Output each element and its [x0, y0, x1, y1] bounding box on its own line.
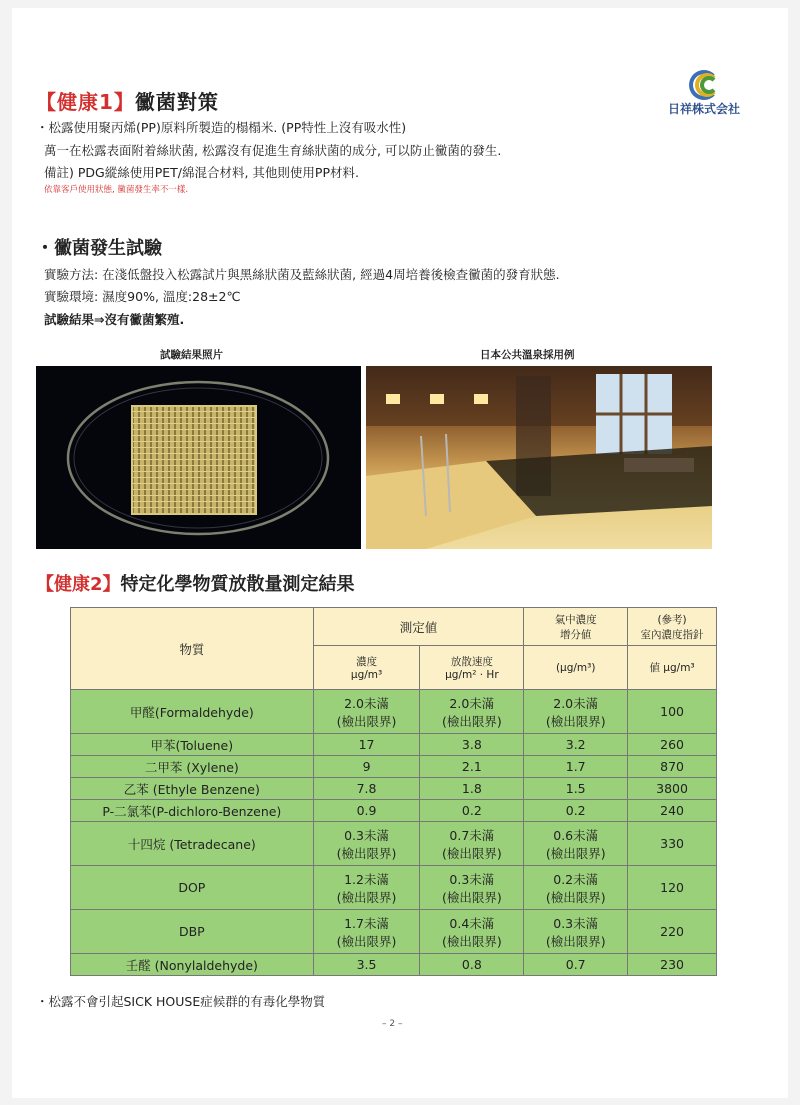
table-row: [71, 800, 717, 822]
substance-name: 十四烷 (Tetradecane): [71, 822, 314, 866]
table-row: [71, 954, 717, 976]
reference-value: 230: [628, 954, 717, 976]
test-result: 試驗結果⇒沒有黴菌繁殖.: [44, 312, 185, 327]
section1-heading: 黴菌對策: [134, 90, 219, 114]
cell-air: [524, 734, 628, 756]
photo-caption-right: 日本公共溫泉採用例: [480, 349, 575, 361]
header-emission-rate: 放散速度 μg/m² · Hr: [420, 646, 524, 690]
cell-rate-line: (檢出限界): [441, 933, 502, 949]
cell-conc: [313, 822, 420, 866]
cell-conc-line: 1.2未滿: [344, 871, 389, 887]
cell-rate-line: 0.8: [461, 957, 482, 972]
substance-name: 甲苯(Toluene): [71, 734, 314, 756]
cell-conc-line: (檢出限界): [336, 845, 397, 861]
reference-value: 330: [628, 822, 717, 866]
cell-conc: [313, 910, 420, 954]
substance-name: DBP: [71, 910, 314, 954]
reference-value: 120: [628, 866, 717, 910]
cell-air-line: 1.5: [565, 781, 586, 796]
cell-air-line: 3.2: [565, 737, 586, 752]
footer-note: ・松露不會引起SICK HOUSE症候群的有毒化學物質: [36, 994, 326, 1009]
section1-title: [36, 86, 219, 115]
cell-rate-line: 0.2: [461, 803, 482, 818]
chemical-emission-table: [70, 607, 717, 976]
cell-conc-line: 2.0未滿: [344, 695, 389, 711]
cell-conc-line: 0.3未滿: [344, 827, 389, 843]
cell-conc-line: (檢出限界): [336, 713, 397, 729]
substance-name: 壬醛 (Nonylaldehyde): [71, 954, 314, 976]
cell-rate: [420, 734, 524, 756]
substance-name: DOP: [71, 866, 314, 910]
test-environment: 實驗環境: 濕度90%, 溫度:28±2℃: [44, 289, 241, 304]
reference-value: 240: [628, 800, 717, 822]
cell-conc: [313, 690, 420, 734]
cell-conc-line: 0.9: [356, 803, 377, 818]
cell-air-line: 1.7: [565, 759, 586, 774]
header-reference: (參考) 室內濃度指針: [628, 608, 717, 646]
cell-air: [524, 822, 628, 866]
table-row: [71, 756, 717, 778]
cell-conc-line: 17: [358, 737, 375, 752]
cell-air-line: (檢出限界): [545, 933, 606, 949]
cell-rate-line: 2.0未滿: [449, 695, 495, 711]
cell-conc-line: (檢出限界): [336, 889, 397, 905]
cell-rate: [420, 954, 524, 976]
cell-rate-line: 0.4未滿: [449, 915, 495, 931]
substance-name: 乙苯 (Ethyle Benzene): [71, 778, 314, 800]
cell-rate-line: 1.8: [461, 781, 482, 796]
test-method: 實驗方法: 在淺低盤投入松露試片與黑絲狀菌及藍絲狀菌, 經過4周培養後檢查黴菌的發育狀態.: [44, 267, 560, 282]
cell-air: [524, 910, 628, 954]
section1-tag: 【健康1】: [36, 90, 135, 114]
test-sample-photo: [36, 366, 361, 549]
cell-conc: [313, 954, 420, 976]
cell-air: [524, 866, 628, 910]
cell-conc-line: 7.8: [356, 781, 377, 796]
hot-spring-photo: [366, 366, 712, 549]
intro-line-1: ・松露使用聚丙烯(PP)原料所製造的榻榻米. (PP特性上沒有吸水性): [36, 120, 407, 135]
cell-conc-line: 3.5: [356, 957, 377, 972]
cell-rate-line: (檢出限界): [441, 889, 502, 905]
header-measured: 測定値: [313, 608, 524, 646]
cell-air: [524, 954, 628, 976]
section2-title: [36, 570, 355, 596]
cell-conc: [313, 778, 420, 800]
cell-conc: [313, 756, 420, 778]
cell-air-line: 0.2: [565, 803, 586, 818]
cell-conc-line: (檢出限界): [336, 933, 397, 949]
reference-value: 260: [628, 734, 717, 756]
cell-rate: [420, 778, 524, 800]
section2-heading: 特定化學物質放散量測定結果: [120, 574, 355, 595]
cell-conc: [313, 800, 420, 822]
table-row: [71, 910, 717, 954]
cell-rate-line: 0.7未滿: [449, 827, 495, 843]
header-substance: 物質: [71, 608, 314, 690]
cell-air-line: 0.6未滿: [553, 827, 599, 843]
table-row: [71, 822, 717, 866]
cell-rate: [420, 756, 524, 778]
cell-rate-line: 0.3未滿: [449, 871, 495, 887]
table-row: [71, 734, 717, 756]
cell-rate: [420, 910, 524, 954]
cell-conc-line: 9: [362, 759, 371, 774]
header-concentration: 濃度 μg/m³: [313, 646, 420, 690]
mold-test-title: ・黴菌發生試驗: [36, 238, 162, 259]
logo-name: 日祥株式会社: [667, 102, 740, 116]
cell-air: [524, 756, 628, 778]
cell-air-line: (檢出限界): [545, 845, 606, 861]
logo-mark-icon: [687, 70, 721, 98]
cell-air-line: 0.7: [565, 957, 586, 972]
hot-spring-image: [366, 366, 712, 549]
substance-name: 甲醛(Formaldehyde): [71, 690, 314, 734]
table-row: [71, 778, 717, 800]
intro-line-2: 萬一在松露表面附着絲狀菌, 松露沒有促進生育絲狀菌的成分, 可以防止黴菌的發生.: [44, 143, 502, 158]
cell-air-line: 2.0未滿: [553, 695, 599, 711]
cell-air: [524, 690, 628, 734]
photo-caption-left: 試驗結果照片: [160, 349, 223, 361]
section2-tag: 【健康2】: [36, 574, 121, 595]
petri-dish-image: [36, 366, 361, 549]
cell-air-line: 0.2未滿: [553, 871, 599, 887]
header-air-conc: 氣中濃度 增分値: [524, 608, 628, 646]
reference-value: 220: [628, 910, 717, 954]
cell-rate: [420, 800, 524, 822]
intro-line-3: 備註) PDG縱絲使用PET/綿混合材料, 其他則使用PP材料.: [44, 165, 359, 180]
cell-air-line: (檢出限界): [545, 713, 606, 729]
table-row: [71, 690, 717, 734]
substance-name: 二甲苯 (Xylene): [71, 756, 314, 778]
cell-rate-line: 3.8: [461, 737, 482, 752]
reference-value: 870: [628, 756, 717, 778]
cell-air: [524, 800, 628, 822]
reference-value: 100: [628, 690, 717, 734]
page-number: – 2 –: [382, 1019, 403, 1029]
company-logo: [664, 70, 744, 117]
usage-note: 依靠客戶使用狀態, 黴菌發生率不一樣.: [44, 185, 189, 195]
cell-conc: [313, 734, 420, 756]
cell-rate-line: 2.1: [461, 759, 482, 774]
substance-name: P-二氯苯(P-dichloro-Benzene): [71, 800, 314, 822]
table-row: [71, 866, 717, 910]
cell-air: [524, 778, 628, 800]
cell-rate-line: (檢出限界): [441, 713, 502, 729]
cell-rate: [420, 822, 524, 866]
cell-air-line: (檢出限界): [545, 889, 606, 905]
cell-air-line: 0.3未滿: [553, 915, 599, 931]
header-ref-unit: 値 μg/m³: [628, 646, 717, 690]
header-air-unit: (μg/m³): [524, 646, 628, 690]
cell-conc: [313, 866, 420, 910]
cell-rate-line: (檢出限界): [441, 845, 502, 861]
cell-rate: [420, 690, 524, 734]
reference-value: 3800: [628, 778, 717, 800]
cell-rate: [420, 866, 524, 910]
cell-conc-line: 1.7未滿: [344, 915, 389, 931]
